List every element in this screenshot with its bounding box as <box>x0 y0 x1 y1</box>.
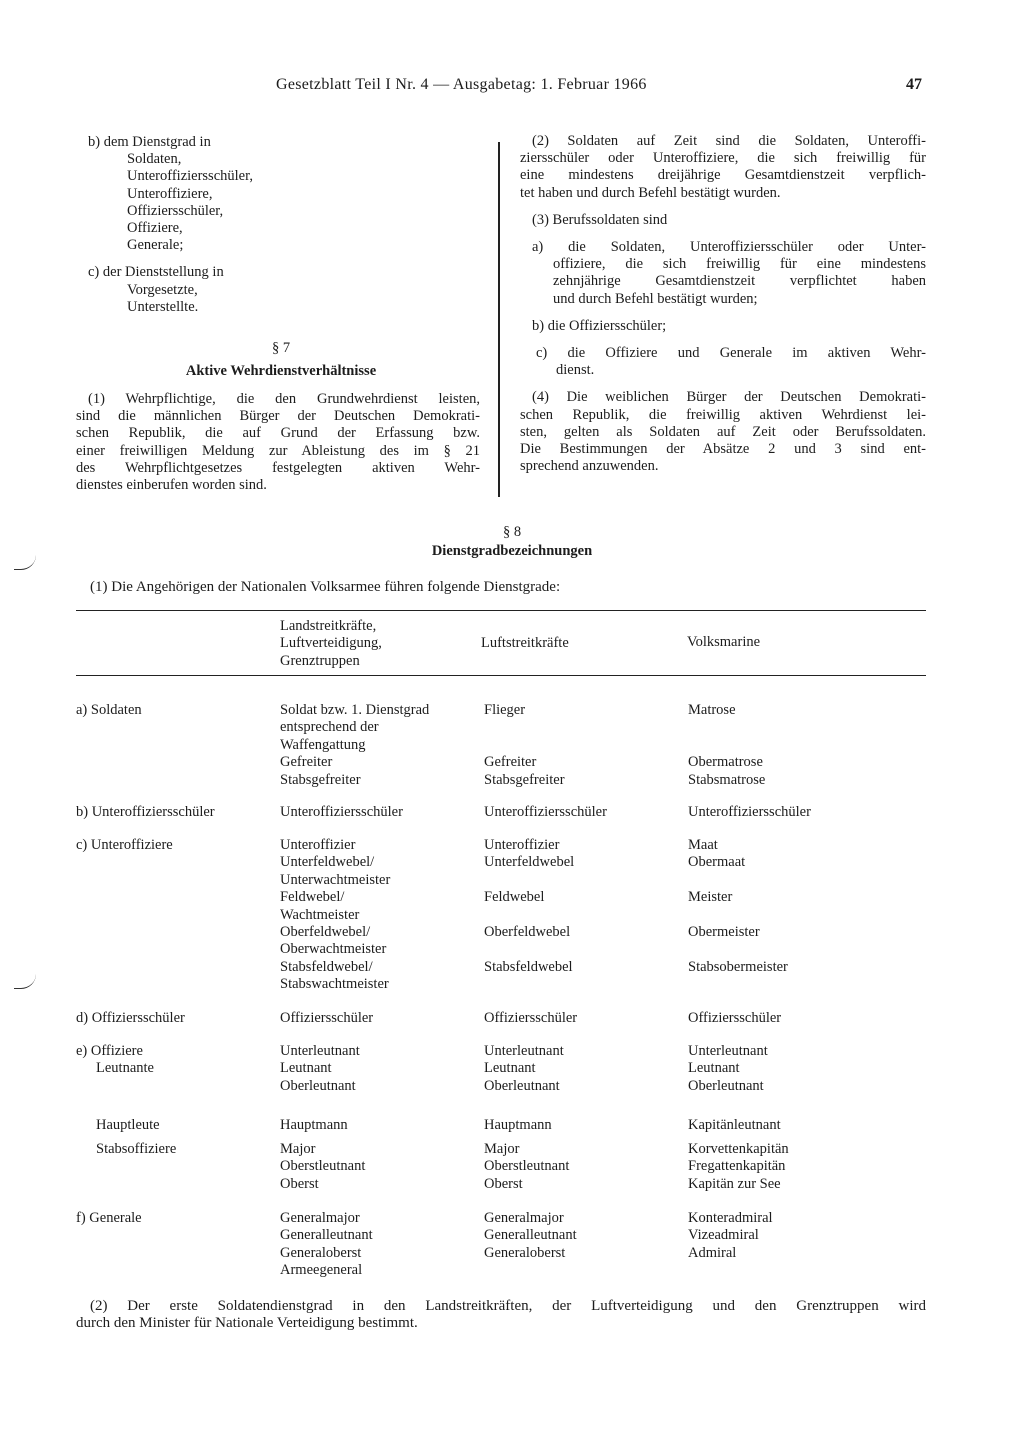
rank-cell-luft: Hauptmann <box>484 1117 552 1133</box>
paragraph-line: (2) Der erste Soldatendienstgrad in den Landstreitkräften, der Luftverteidigung und den Grenztruppen wird <box>90 1298 926 1314</box>
rank-cell-marine: Stabsmatrose <box>688 771 766 788</box>
paragraph-line: sind die männlichen Bürger der Deutschen Demokrati- <box>76 408 480 425</box>
rank-cell-land: Leutnant <box>280 1060 332 1077</box>
rank-cell-luft: Generalleutnant <box>484 1227 577 1244</box>
page-number: 47 <box>906 76 922 93</box>
section7-paragraph <box>76 391 480 494</box>
item-b-entry: Unteroffiziere, <box>127 185 213 202</box>
paragraph-line: (2) Soldaten auf Zeit sind die Soldaten, Unteroffi- <box>532 133 926 149</box>
rank-cell-luft: Offiziersschüler <box>484 1010 578 1026</box>
rank-cell-land: Stabswachtmeister <box>280 976 389 993</box>
rank-cell-land: entsprechend der <box>280 719 379 736</box>
section8-number: § 8 <box>502 524 522 540</box>
rank-cell-land: Unterwachtmeister <box>280 871 391 888</box>
rank-cell-marine: Konteradmiral <box>688 1210 773 1226</box>
page-header-title: Gesetzblatt Teil I Nr. 4 — Ausgabetag: 1. Februar 1966 <box>276 76 647 93</box>
table-header-rule <box>76 675 926 676</box>
rank-cell-luft: Feldwebel <box>484 889 545 906</box>
rank-cell-marine: Obermeister <box>688 924 760 940</box>
section7-title: Aktive Wehrdienstverhältnisse <box>185 363 377 380</box>
item-b-entry: Offiziersschüler, <box>127 202 224 219</box>
margin-check-mark <box>14 555 36 570</box>
rank-cell-land: Soldat bzw. 1. Dienstgrad <box>280 702 430 718</box>
item-line: a) die Soldaten, Unteroffiziersschüler oder Unter- <box>532 239 926 256</box>
rank-cell-land: Stabsgefreiter <box>280 771 361 788</box>
section8-title: Dienstgradbezeichnungen <box>431 543 593 559</box>
item-line: offiziere, die sich freiwillig für eine mindestens <box>553 256 926 273</box>
section7-number: § 7 <box>271 340 291 356</box>
paragraph-line: Die Bestimmungen der Absätze 2 und 3 sind ent- <box>520 441 926 458</box>
paragraph-line: dienstes einberufen worden sind. <box>76 477 267 494</box>
column-header-land: Landstreitkräfte, Luftverteidigung, Grenztruppen <box>280 618 382 669</box>
rank-cell-luft: Oberleutnant <box>484 1077 560 1094</box>
paragraph-line: sten, gelten als Soldaten auf Zeit oder Berufssoldaten. <box>520 423 926 440</box>
rank-cell-land: Oberfeldwebel/ <box>280 924 371 940</box>
rank-cell-marine: Vizeadmiral <box>688 1227 759 1244</box>
paragraph-line: einer freiwilligen Meldung zur Ableistung des im § 21 <box>76 442 480 459</box>
rank-cell-land: Unteroffiziersschüler <box>280 804 403 820</box>
margin-check-mark <box>14 974 36 989</box>
rank-cell-land: Wachtmeister <box>280 906 360 923</box>
rank-category: f) Generale <box>76 1210 142 1226</box>
table-top-rule <box>76 610 926 611</box>
rank-cell-marine: Fregattenkapitän <box>688 1158 786 1175</box>
rank-cell-luft: Unterfeldwebel <box>484 854 575 871</box>
rank-category: Leutnante <box>96 1060 154 1077</box>
rank-cell-luft: Unteroffizier <box>484 837 560 853</box>
item-b-intro: b) dem Dienstgrad in <box>88 134 211 150</box>
rank-cell-marine: Obermatrose <box>688 754 763 771</box>
rank-cell-land: Oberwachtmeister <box>280 941 387 958</box>
rank-category: d) Offiziersschüler <box>76 1010 185 1026</box>
rank-cell-luft: Oberstleutnant <box>484 1158 570 1175</box>
rank-cell-marine: Korvettenkapitän <box>688 1141 789 1157</box>
rank-cell-land: Generalmajor <box>280 1210 360 1226</box>
paragraph-line: schen Republik, die auf Grund der Erfassung bzw. <box>76 425 480 442</box>
rank-cell-luft: Oberfeldwebel <box>484 924 571 940</box>
rank-cell-land: Oberst <box>280 1175 319 1192</box>
rank-cell-land: Unterleutnant <box>280 1043 360 1059</box>
rank-cell-luft: Leutnant <box>484 1060 536 1077</box>
rank-cell-marine: Leutnant <box>688 1060 740 1077</box>
rank-cell-marine: Kapitän zur See <box>688 1175 781 1192</box>
rank-cell-marine: Obermaat <box>688 854 746 871</box>
rank-cell-land: Offiziersschüler <box>280 1010 374 1026</box>
rank-cell-land: Hauptmann <box>280 1117 348 1133</box>
rank-cell-marine: Offiziersschüler <box>688 1010 782 1026</box>
rank-cell-marine: Meister <box>688 889 733 906</box>
item-line: dienst. <box>556 362 595 379</box>
section8-paragraph-2 <box>76 1298 926 1332</box>
item-line: c) die Offiziere und Generale im aktiven Wehr- <box>536 345 926 362</box>
rank-cell-luft: Generalmajor <box>484 1210 564 1226</box>
rank-category: Hauptleute <box>96 1117 160 1133</box>
rank-cell-marine: Unteroffiziersschüler <box>688 804 811 820</box>
item-b-entry: Soldaten, <box>127 151 182 168</box>
rank-cell-marine: Unterleutnant <box>688 1043 768 1059</box>
rank-category: e) Offiziere <box>76 1043 143 1059</box>
rank-cell-luft: Stabsfeldwebel <box>484 958 573 975</box>
rank-cell-luft: Unteroffiziersschüler <box>484 804 607 820</box>
section7-heading <box>76 340 486 380</box>
rank-cell-land: Oberleutnant <box>280 1077 356 1094</box>
rank-cell-luft: Generaloberst <box>484 1244 566 1261</box>
rank-cell-land: Stabsfeldwebel/ <box>280 958 373 975</box>
rank-cell-land: Armeegeneral <box>280 1262 363 1279</box>
paragraph-line: sprechend anzuwenden. <box>520 458 659 475</box>
paragraph-line: durch den Minister für Nationale Verteidigung bestimmt. <box>76 1315 418 1332</box>
item-b-entry: Generale; <box>127 237 184 254</box>
rank-cell-marine: Maat <box>688 837 718 853</box>
column-header-marine: Volksmarine <box>687 634 761 650</box>
item-line: zehnjährige Gesamtdienstzeit verpflichtet haben <box>553 273 926 290</box>
right-column <box>520 133 926 475</box>
rank-cell-land: Generalleutnant <box>280 1227 373 1244</box>
rank-cell-marine: Kapitänleutnant <box>688 1117 781 1133</box>
left-column-list <box>88 134 488 316</box>
item-c-entry: Unterstellte. <box>127 298 199 315</box>
rank-cell-land: Generaloberst <box>280 1244 362 1261</box>
item-line: b) die Offiziersschüler; <box>532 317 667 334</box>
rank-category: c) Unteroffiziere <box>76 837 173 853</box>
rank-cell-land: Unteroffizier <box>280 837 356 853</box>
rank-cell-land: Major <box>280 1141 316 1157</box>
rank-cell-land: Waffengattung <box>280 736 366 753</box>
paragraph-line: (1) Wehrpflichtige, die den Grundwehrdienst leisten, <box>88 391 480 407</box>
rank-category: a) Soldaten <box>76 702 142 718</box>
rank-category: b) Unteroffiziersschüler <box>76 804 215 820</box>
paragraph-line: tet haben und durch Befehl bestätigt wurden. <box>520 184 781 201</box>
rank-cell-luft: Stabsgefreiter <box>484 771 565 788</box>
rank-cell-marine: Admiral <box>688 1244 737 1261</box>
paragraph-line: schen Republik, die freiwillig aktiven Wehrdienst lei- <box>520 406 926 423</box>
item-c-intro: c) der Dienststellung in <box>88 264 224 281</box>
rank-cell-luft: Unterleutnant <box>484 1043 564 1059</box>
column-header-luft: Luftstreitkräfte <box>481 635 569 651</box>
paragraph-line: des Wehrpflichtgesetzes festgelegten aktiven Wehr- <box>76 459 480 476</box>
rank-cell-land: Unterfeldwebel/ <box>280 854 375 871</box>
rank-cell-luft: Flieger <box>484 702 526 718</box>
item-b-entry: Offiziere, <box>127 220 183 237</box>
item-b-entry: Unteroffiziersschüler, <box>127 168 253 185</box>
rank-cell-land: Oberstleutnant <box>280 1158 366 1175</box>
rank-cell-land: Feldwebel/ <box>280 889 345 906</box>
section8-intro: (1) Die Angehörigen der Nationalen Volksarmee führen folgende Dienstgrade: <box>90 579 561 595</box>
column-divider <box>498 142 500 497</box>
rank-cell-marine: Matrose <box>688 702 736 718</box>
paragraph-line: (4) Die weiblichen Bürger der Deutschen Demokrati- <box>532 389 926 406</box>
rank-cell-land: Gefreiter <box>280 754 333 771</box>
item-line: und durch Befehl bestätigt wurden; <box>553 290 758 307</box>
rank-cell-marine: Oberleutnant <box>688 1077 764 1094</box>
paragraph-intro: (3) Berufssoldaten sind <box>532 211 668 228</box>
rank-cell-marine: Stabsobermeister <box>688 958 788 975</box>
rank-cell-luft: Oberst <box>484 1175 523 1192</box>
paragraph-line: eine mindestens dreijährige Gesamtdienstzeit verpflich- <box>520 167 926 184</box>
paragraph-line: ziersschüler oder Unteroffiziere, die sich freiwillig für <box>520 150 926 167</box>
rank-cell-luft: Gefreiter <box>484 754 537 771</box>
rank-category: Stabsoffiziere <box>96 1141 177 1157</box>
rank-cell-luft: Major <box>484 1141 520 1157</box>
item-c-entry: Vorgesetzte, <box>127 281 198 298</box>
